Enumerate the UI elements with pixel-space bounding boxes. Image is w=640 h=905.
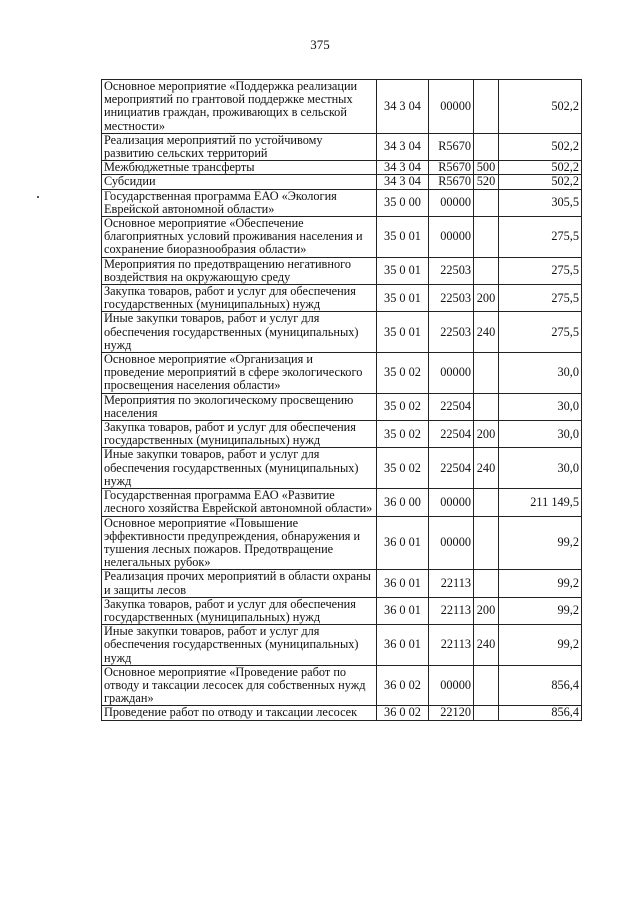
program-code-cell: 36 0 01 (377, 516, 429, 570)
item-name-cell: Основное мероприятие «Проведение работ по отводу и таксации лесосек для собственных нужд граждан» (102, 665, 377, 706)
table-row (102, 489, 582, 516)
expense-direction-code-cell: 22113 (429, 597, 474, 624)
item-name-cell: Проведение работ по отводу и таксации лесосек (102, 706, 377, 720)
table-row (102, 516, 582, 570)
amount-cell: 211 149,5 (499, 489, 582, 516)
item-name-cell: Закупка товаров, работ и услуг для обеспечения государственных (муниципальных) нужд (102, 421, 377, 448)
program-code-cell: 35 0 02 (377, 393, 429, 420)
expense-type-code-cell (474, 133, 499, 160)
item-name-cell: Государственная программа ЕАО «Развитие лесного хозяйства Еврейской автономной области» (102, 489, 377, 516)
expense-direction-code-cell: 00000 (429, 80, 474, 134)
program-code-cell: 35 0 00 (377, 189, 429, 216)
item-name-cell: Иные закупки товаров, работ и услуг для обеспечения государственных (муниципальных) нужд (102, 312, 377, 353)
expense-type-code-cell (474, 706, 499, 720)
amount-cell: 30,0 (499, 393, 582, 420)
amount-cell: 275,5 (499, 257, 582, 284)
item-name-cell: Мероприятия по предотвращению негативного воздействия на окружающую среду (102, 257, 377, 284)
amount-cell: 99,2 (499, 597, 582, 624)
item-name-cell: Реализация мероприятий по устойчивому развитию сельских территорий (102, 133, 377, 160)
expense-direction-code-cell: 00000 (429, 665, 474, 706)
table-row (102, 217, 582, 258)
expense-direction-code-cell: R5670 (429, 133, 474, 160)
item-name-cell: Иные закупки товаров, работ и услуг для обеспечения государственных (муниципальных) нужд (102, 448, 377, 489)
amount-cell: 275,5 (499, 285, 582, 312)
program-code-cell: 36 0 01 (377, 597, 429, 624)
table-row (102, 285, 582, 312)
expense-type-code-cell (474, 516, 499, 570)
amount-cell: 99,2 (499, 570, 582, 597)
expense-direction-code-cell: 22504 (429, 393, 474, 420)
expense-direction-code-cell: 22503 (429, 285, 474, 312)
budget-table-body (102, 80, 582, 721)
table-row (102, 625, 582, 666)
expense-direction-code-cell: 22120 (429, 706, 474, 720)
item-name-cell: Закупка товаров, работ и услуг для обеспечения государственных (муниципальных) нужд (102, 285, 377, 312)
expense-type-code-cell (474, 217, 499, 258)
amount-cell: 856,4 (499, 665, 582, 706)
program-code-cell: 36 0 01 (377, 625, 429, 666)
program-code-cell: 34 3 04 (377, 161, 429, 175)
expense-type-code-cell: 500 (474, 161, 499, 175)
item-name-cell: Реализация прочих мероприятий в области охраны и защиты лесов (102, 570, 377, 597)
table-row (102, 133, 582, 160)
expense-direction-code-cell: 00000 (429, 189, 474, 216)
table-row (102, 312, 582, 353)
amount-cell: 502,2 (499, 133, 582, 160)
program-code-cell: 36 0 01 (377, 570, 429, 597)
table-row (102, 80, 582, 134)
amount-cell: 502,2 (499, 80, 582, 134)
program-code-cell: 35 0 01 (377, 257, 429, 284)
amount-cell: 305,5 (499, 189, 582, 216)
expense-type-code-cell: 240 (474, 312, 499, 353)
program-code-cell: 34 3 04 (377, 133, 429, 160)
expense-direction-code-cell: 00000 (429, 217, 474, 258)
expense-type-code-cell: 200 (474, 285, 499, 312)
item-name-cell: Основное мероприятие «Организация и проведение мероприятий в сфере экологического просвещения населения области» (102, 353, 377, 394)
expense-direction-code-cell: 22503 (429, 312, 474, 353)
program-code-cell: 35 0 01 (377, 217, 429, 258)
item-name-cell: Субсидии (102, 175, 377, 189)
item-name-cell: Иные закупки товаров, работ и услуг для обеспечения государственных (муниципальных) нужд (102, 625, 377, 666)
expense-direction-code-cell: R5670 (429, 175, 474, 189)
table-row (102, 175, 582, 189)
table-row (102, 448, 582, 489)
expense-type-code-cell (474, 257, 499, 284)
expense-type-code-cell (474, 665, 499, 706)
expense-type-code-cell (474, 80, 499, 134)
program-code-cell: 35 0 02 (377, 448, 429, 489)
scan-speck (37, 196, 39, 198)
amount-cell: 856,4 (499, 706, 582, 720)
expense-type-code-cell: 200 (474, 421, 499, 448)
expense-type-code-cell: 240 (474, 625, 499, 666)
expense-direction-code-cell: 22503 (429, 257, 474, 284)
program-code-cell: 36 0 00 (377, 489, 429, 516)
item-name-cell: Закупка товаров, работ и услуг для обеспечения государственных (муниципальных) нужд (102, 597, 377, 624)
amount-cell: 275,5 (499, 312, 582, 353)
program-code-cell: 36 0 02 (377, 665, 429, 706)
program-code-cell: 35 0 02 (377, 353, 429, 394)
program-code-cell: 34 3 04 (377, 175, 429, 189)
amount-cell: 99,2 (499, 516, 582, 570)
item-name-cell: Межбюджетные трансферты (102, 161, 377, 175)
expense-direction-code-cell: 00000 (429, 353, 474, 394)
program-code-cell: 36 0 02 (377, 706, 429, 720)
table-row (102, 393, 582, 420)
program-code-cell: 35 0 02 (377, 421, 429, 448)
amount-cell: 30,0 (499, 353, 582, 394)
expense-direction-code-cell: 00000 (429, 489, 474, 516)
expense-type-code-cell (474, 353, 499, 394)
program-code-cell: 34 3 04 (377, 80, 429, 134)
item-name-cell: Основное мероприятие «Поддержка реализации мероприятий по грантовой поддержке местных инициатив граждан, проживающих в сельской местности» (102, 80, 377, 134)
expense-type-code-cell: 240 (474, 448, 499, 489)
table-row (102, 570, 582, 597)
table-row (102, 189, 582, 216)
table-row (102, 597, 582, 624)
amount-cell: 275,5 (499, 217, 582, 258)
table-row (102, 161, 582, 175)
expense-type-code-cell (474, 489, 499, 516)
item-name-cell: Основное мероприятие «Повышение эффективности предупреждения, обнаружения и тушения лесных пожаров. Предотвращение нелегальных рубок» (102, 516, 377, 570)
expense-direction-code-cell: 00000 (429, 516, 474, 570)
expense-type-code-cell (474, 189, 499, 216)
amount-cell: 502,2 (499, 175, 582, 189)
expense-type-code-cell (474, 393, 499, 420)
amount-cell: 99,2 (499, 625, 582, 666)
amount-cell: 30,0 (499, 448, 582, 489)
table-row (102, 421, 582, 448)
program-code-cell: 35 0 01 (377, 312, 429, 353)
table-row (102, 706, 582, 720)
expense-direction-code-cell: 22113 (429, 570, 474, 597)
expense-type-code-cell: 520 (474, 175, 499, 189)
expense-direction-code-cell: 22113 (429, 625, 474, 666)
expense-direction-code-cell: R5670 (429, 161, 474, 175)
item-name-cell: Основное мероприятие «Обеспечение благоприятных условий проживания населения и сохранение биоразнообразия области» (102, 217, 377, 258)
amount-cell: 502,2 (499, 161, 582, 175)
expense-direction-code-cell: 22504 (429, 448, 474, 489)
table-row (102, 257, 582, 284)
expense-direction-code-cell: 22504 (429, 421, 474, 448)
item-name-cell: Мероприятия по экологическому просвещению населения (102, 393, 377, 420)
expense-type-code-cell (474, 570, 499, 597)
expense-type-code-cell: 200 (474, 597, 499, 624)
program-code-cell: 35 0 01 (377, 285, 429, 312)
budget-table (101, 79, 582, 721)
table-row (102, 353, 582, 394)
table-row (102, 665, 582, 706)
page-number: 375 (310, 37, 330, 52)
item-name-cell: Государственная программа ЕАО «Экология Еврейской автономной области» (102, 189, 377, 216)
amount-cell: 30,0 (499, 421, 582, 448)
